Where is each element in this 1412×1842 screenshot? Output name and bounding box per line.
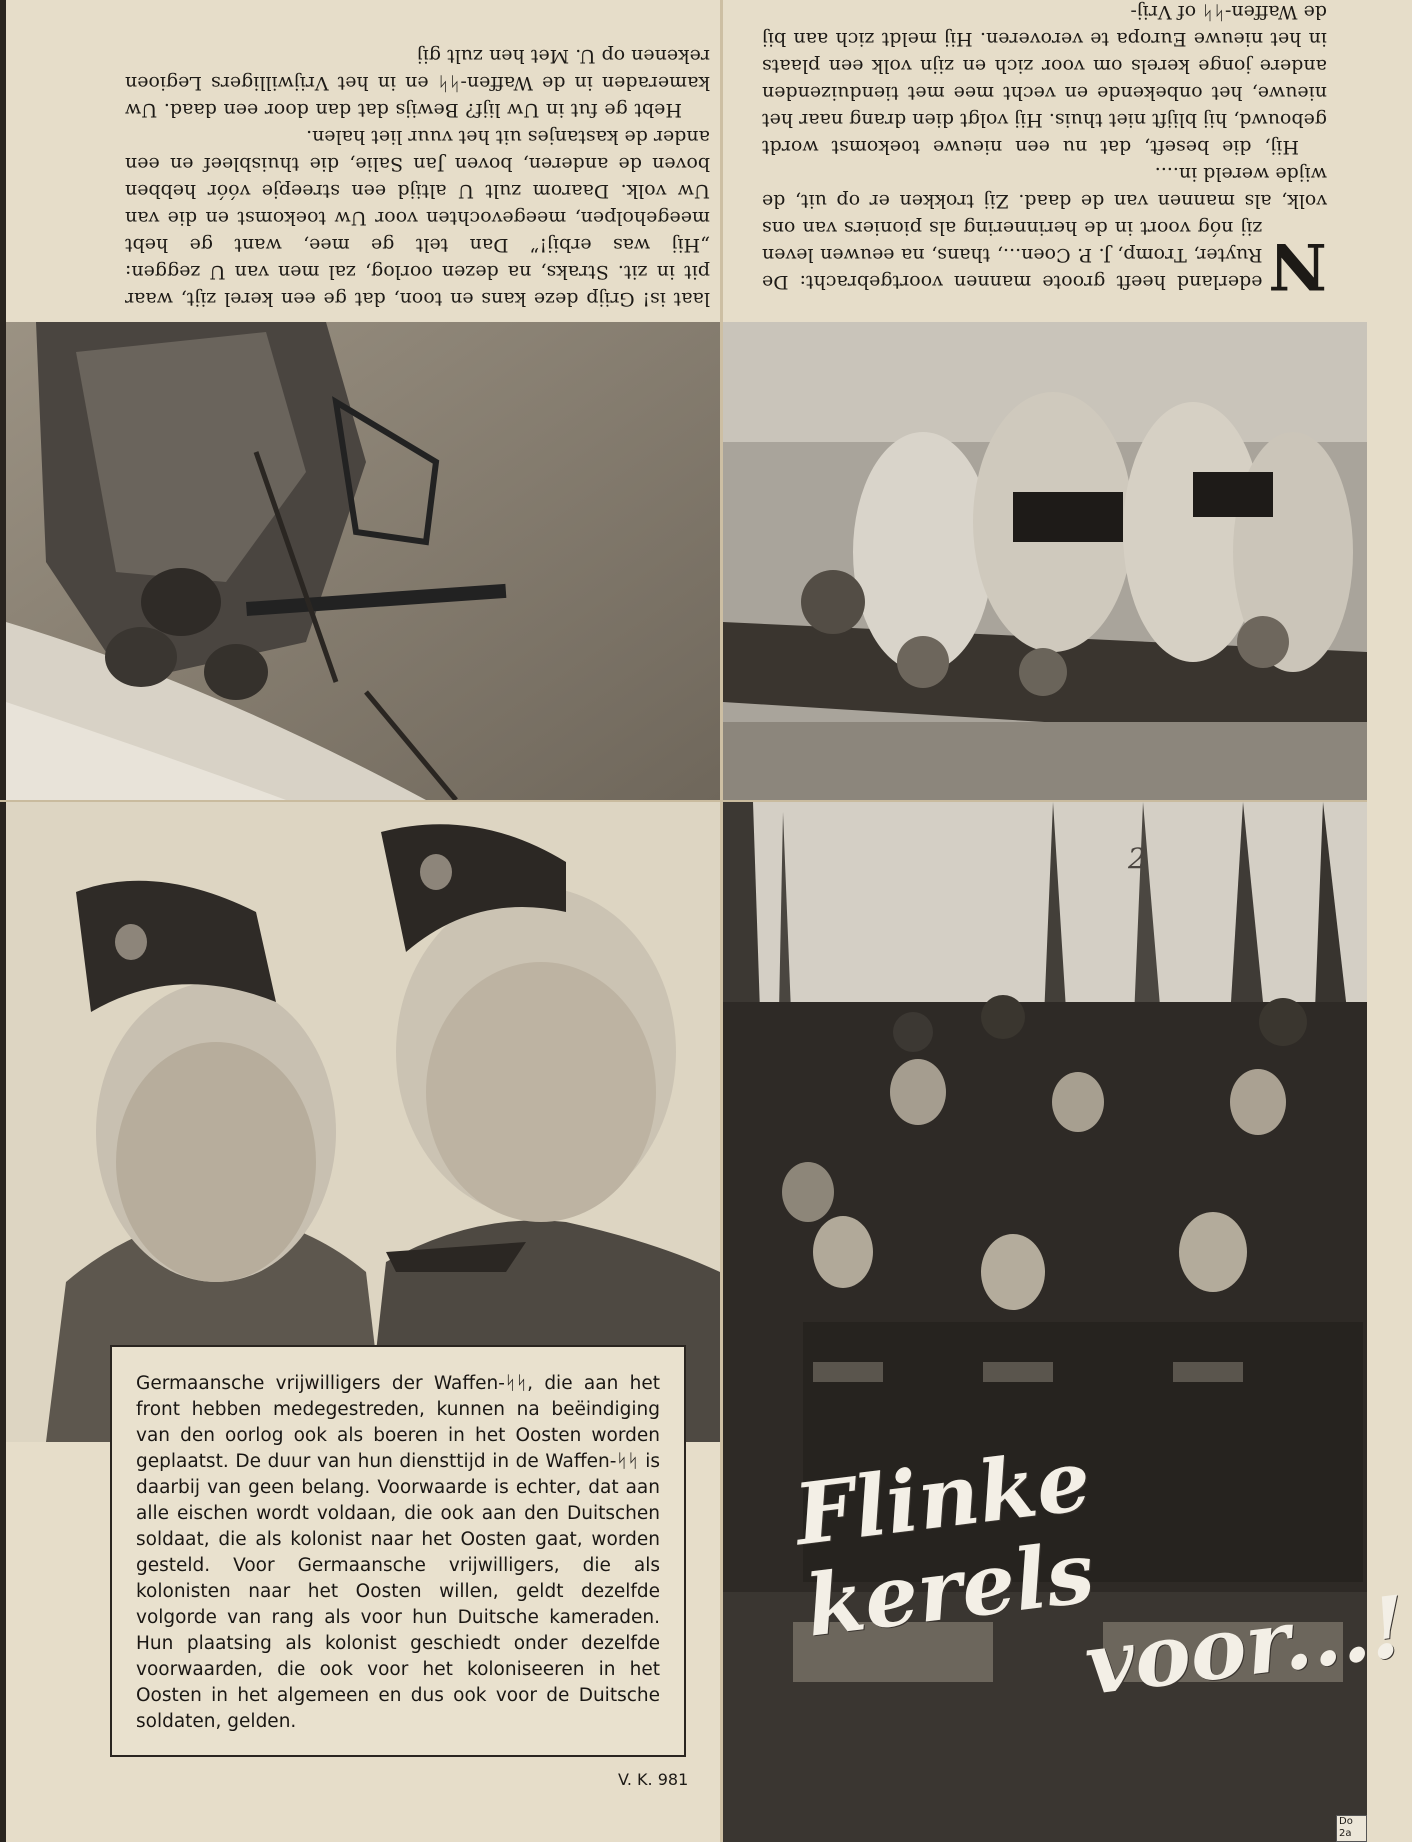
footer-code: V. K. 981 bbox=[618, 1770, 689, 1789]
horizontal-fold-line bbox=[0, 800, 1367, 802]
top-right-text-block bbox=[762, 0, 1327, 303]
archive-stamp bbox=[1336, 1815, 1367, 1842]
archive-stamp-line-1: Do bbox=[1339, 1816, 1353, 1827]
archive-stamp-line-2: 2a bbox=[1339, 1828, 1352, 1839]
photo-bathing-men bbox=[723, 322, 1367, 800]
slogan-line-2: voor...! bbox=[1079, 1576, 1412, 1715]
caption-box bbox=[110, 1345, 686, 1757]
top-left-paragraph-2: Hebt ge fut in Uw lijf? Bewijs dat dan door een daad. Uw kameraden in de Waffen-ᛋᛋ en in het Vrijwilligers Legioen rekenen op U. Met hen zult gij bbox=[125, 45, 710, 121]
top-right-paragraph-2: Hij, die beseft, dat nu een nieuwe toekomst wordt gebouwd, hij blijft niet thuis. Hij volgt dien drang naar het nieuwe, het onbekende en vecht mee met tienduizenden andere jonge kerels om voor zich en zijn volk een plaats in het nieuwe Europa te veroveren. Hij meldt zich aan bij de Waffen-ᛋᛋ of Vrij- bbox=[762, 1, 1327, 158]
top-left-paragraph-1: laat is! Grijp deze kans en toon, dat ge een kerel zijt, waar pit in zit. Straks, na dezen oorlog, zal men van U zeggen: „Hij was erbij!” Dan telt ge mee, want ge hebt meegeholpen, meegevochten voor Uw toekomst en die van Uw volk. Daarom zult U altijd een streepje vóór hebben boven de anderen, boven Jan Salie, die thuisbleef en een ander de kastanjes uit het vuur liet halen. bbox=[125, 126, 710, 310]
photo-machine-gunners bbox=[6, 322, 720, 800]
top-left-text-block bbox=[125, 12, 710, 312]
slogan-line-1: Flinke kerels bbox=[789, 1429, 1100, 1656]
handwritten-mark: 2 bbox=[1128, 842, 1146, 875]
top-right-paragraph-1 bbox=[762, 160, 1327, 303]
dropcap-letter: N bbox=[1268, 228, 1327, 303]
top-right-paragraph-1-text: ederland heeft groote mannen voortgebracht: De Ruyter, Tromp, J. P. Coen..., thans, na eeuwen leven zij nóg voort in de herinnering als pioniers van ons volk, als mannen van de daad. Zij trokken er op uit, de wijde wereld in.... bbox=[762, 163, 1327, 293]
caption-text: Germaansche vrijwilligers der Waffen-ᛋᛋ, die aan het front hebben medegestreden, kunnen na beëindiging van den oorlog ook als boeren in het Oosten worden geplaatst. De duur van hun diensttijd in de Waffen-ᛋᛋ is daarbij van geen belang. Voorwaarde is echter, dat aan alle eischen wordt voldaan, die ook aan den Duitschen soldaat, die als kolonist naar het Oosten gaat, worden gesteld. Voor Germaansche vrijwilligers, die als kolonisten naar het Oosten willen, geldt dezelfde volgorde van rang als voor hun Duitsche kameraden. Hun plaatsing als kolonist geschiedt onder dezelfde voorwaarden, die ook voor het koloniseeren in het Oosten in het algemeen en dus ook voor de Duitsche soldaten, gelden. bbox=[136, 1373, 660, 1732]
center-fold-line bbox=[720, 0, 723, 1842]
